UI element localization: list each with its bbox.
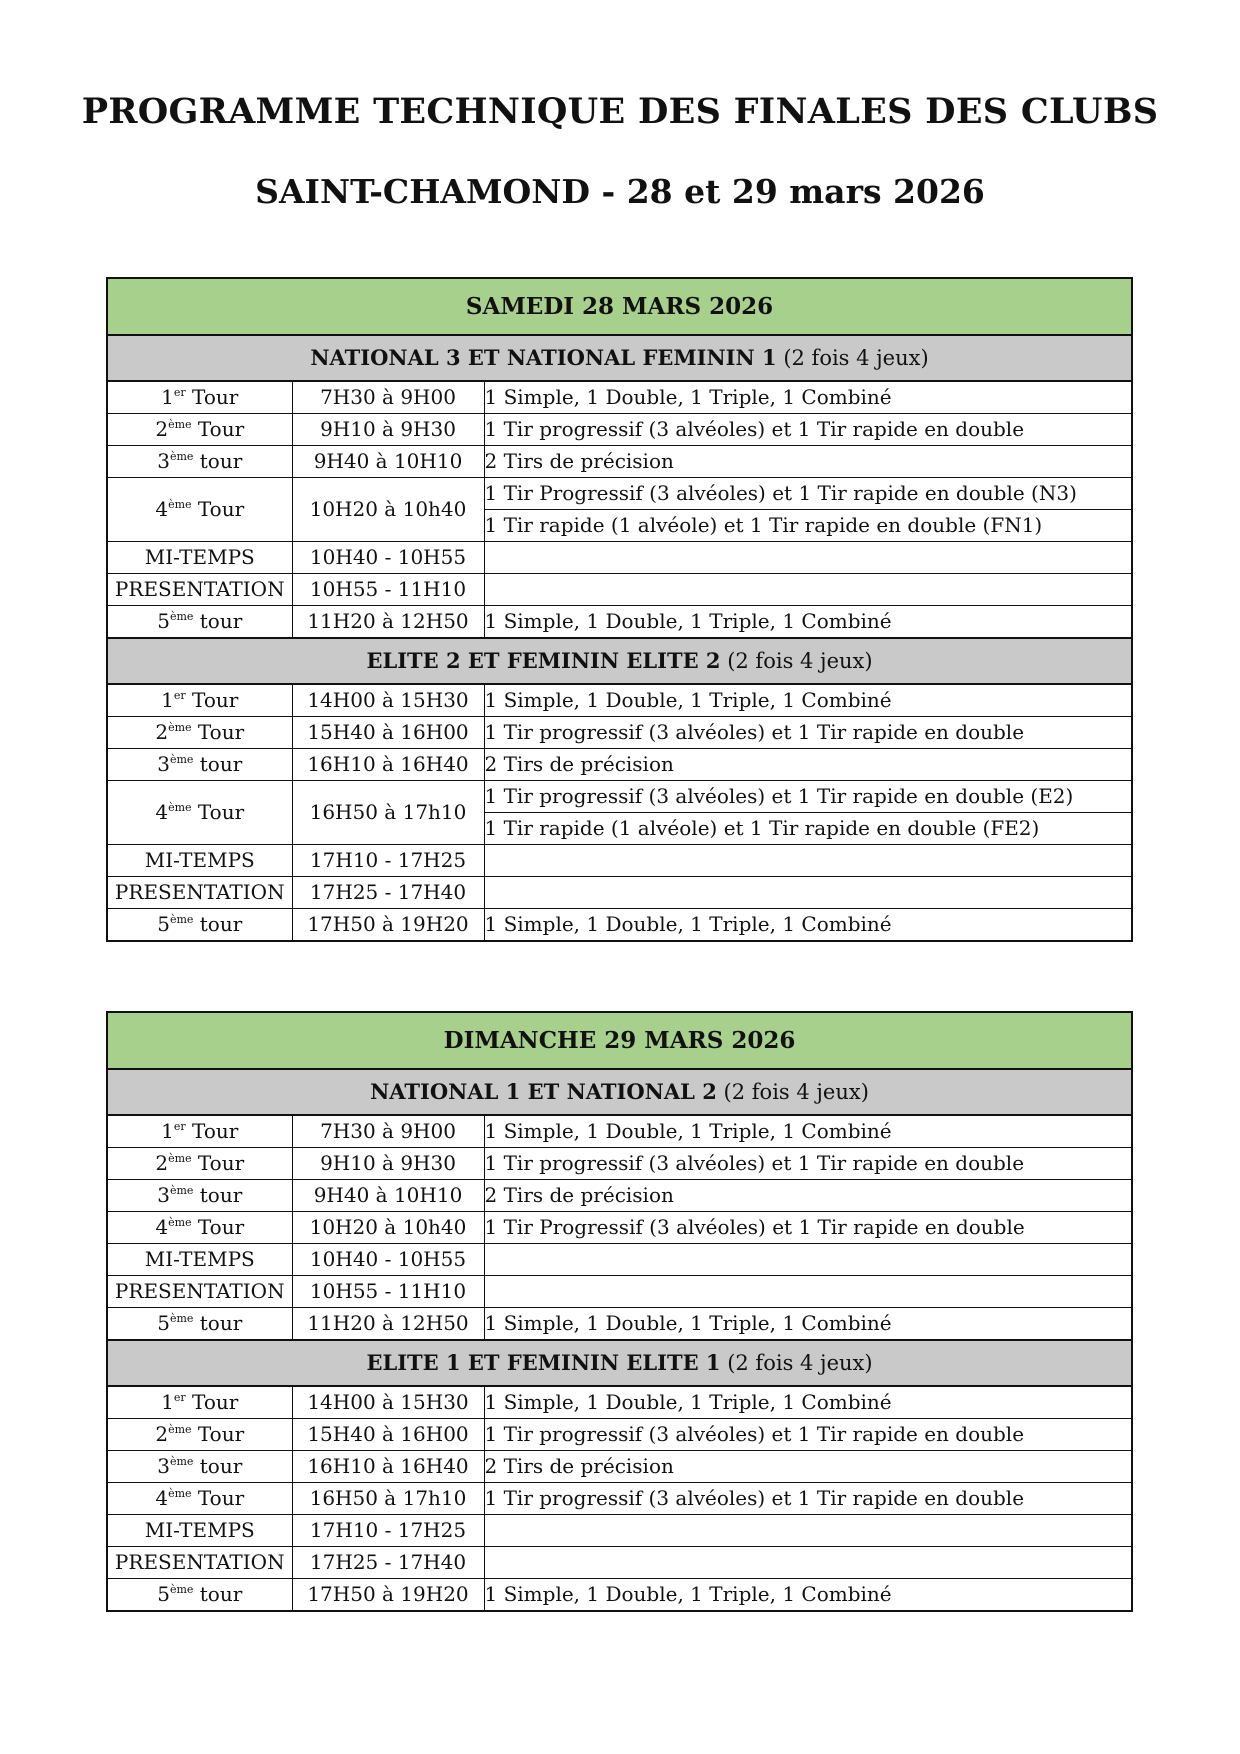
time-cell: 16H50 à 17h10 [292, 1483, 484, 1515]
round-number: 1 [161, 385, 174, 409]
round-cell [107, 684, 292, 717]
table-row [107, 1515, 1132, 1547]
round-cell [107, 1547, 292, 1579]
description-cell: 1 Simple, 1 Double, 1 Triple, 1 Combiné [484, 606, 1132, 639]
round-number: 5 [157, 912, 170, 936]
round-number: 1 [161, 688, 174, 712]
time-cell: 9H40 à 10H10 [292, 446, 484, 478]
round-word: tour [199, 1183, 243, 1207]
time-cell: 16H10 à 16H40 [292, 1451, 484, 1483]
round-ordinal: ème [168, 1423, 192, 1436]
table-row [107, 1579, 1132, 1612]
round-ordinal: ème [169, 913, 194, 926]
description-cell: 1 Tir Progressif (3 alvéoles) et 1 Tir rapide en double [484, 1212, 1132, 1244]
time-cell: 10H20 à 10h40 [292, 1212, 484, 1244]
description-cell: 1 Tir progressif (3 alvéoles) et 1 Tir rapide en double (E2) [484, 781, 1132, 813]
round-word: tour [199, 752, 243, 776]
description-cell [484, 1244, 1132, 1276]
round-word: Tour [197, 800, 245, 824]
description-cell [484, 1547, 1132, 1579]
group-header-row [107, 1340, 1132, 1386]
round-cell [107, 1483, 292, 1515]
description-cell: 1 Simple, 1 Double, 1 Triple, 1 Combiné [484, 1579, 1132, 1612]
table-row [107, 1419, 1132, 1451]
time-cell: 11H20 à 12H50 [292, 1308, 484, 1341]
round-ordinal: ème [169, 1583, 194, 1596]
table-row [107, 877, 1132, 909]
round-ordinal: er [173, 1120, 186, 1133]
table-row [107, 845, 1132, 877]
round-word: Tour [192, 1390, 239, 1414]
page-subtitle: SAINT-CHAMOND - 28 et 29 mars 2026 [255, 172, 985, 211]
time-cell: 14H00 à 15H30 [292, 1386, 484, 1419]
round-word: tour [199, 449, 243, 473]
round-number: 3 [157, 1183, 170, 1207]
table-row [107, 909, 1132, 942]
time-cell: 9H40 à 10H10 [292, 1180, 484, 1212]
time-cell: 10H40 - 10H55 [292, 1244, 484, 1276]
description-cell: 1 Tir rapide (1 alvéole) et 1 Tir rapide en double (FN1) [484, 510, 1132, 542]
round-number: 3 [157, 1454, 170, 1478]
round-ordinal: ème [169, 610, 194, 623]
table-row [107, 1244, 1132, 1276]
round-cell [107, 877, 292, 909]
round-cell [107, 909, 292, 942]
time-cell: 16H10 à 16H40 [292, 749, 484, 781]
round-ordinal: er [173, 1391, 186, 1404]
round-word: Tour [197, 1151, 245, 1175]
round-cell [107, 606, 292, 639]
round-word: Tour [197, 1486, 245, 1510]
round-word: Tour [197, 417, 245, 441]
round-number: 2 [155, 1422, 169, 1446]
table-row [107, 749, 1132, 781]
time-cell: 17H25 - 17H40 [292, 1547, 484, 1579]
round-ordinal: ème [168, 801, 192, 814]
round-cell [107, 845, 292, 877]
round-word: Tour [197, 720, 245, 744]
group-name: NATIONAL 1 ET NATIONAL 2 [370, 1079, 717, 1104]
round-cell [107, 1515, 292, 1547]
round-word: Tour [197, 1422, 245, 1446]
round-number: 5 [157, 1582, 170, 1606]
round-number: MI-TEMPS [144, 1518, 255, 1542]
table-row [107, 1483, 1132, 1515]
round-cell [107, 414, 292, 446]
day-header-row [107, 278, 1132, 335]
table-row [107, 542, 1132, 574]
round-number: 1 [161, 1390, 174, 1414]
round-number: 2 [155, 417, 169, 441]
group-header [107, 335, 1132, 381]
round-number: 1 [161, 1119, 174, 1143]
group-header-row [107, 638, 1132, 684]
round-cell [107, 1180, 292, 1212]
table-row [107, 1276, 1132, 1308]
round-ordinal: ème [169, 1184, 194, 1197]
round-word: Tour [192, 1119, 239, 1143]
group-name: ELITE 2 ET FEMININ ELITE 2 [366, 648, 721, 673]
time-cell: 15H40 à 16H00 [292, 717, 484, 749]
description-cell: 1 Simple, 1 Double, 1 Triple, 1 Combiné [484, 381, 1132, 414]
round-ordinal: er [173, 386, 186, 399]
round-word: tour [199, 1582, 243, 1606]
description-cell [484, 1276, 1132, 1308]
time-cell: 9H10 à 9H30 [292, 414, 484, 446]
round-number: 4 [155, 1486, 169, 1510]
table-row [107, 781, 1132, 813]
round-cell [107, 1308, 292, 1341]
round-cell [107, 478, 292, 542]
round-cell [107, 749, 292, 781]
round-ordinal: ème [168, 1487, 192, 1500]
table-row [107, 606, 1132, 639]
time-cell: 17H50 à 19H20 [292, 1579, 484, 1612]
time-cell: 16H50 à 17h10 [292, 781, 484, 845]
round-cell [107, 1276, 292, 1308]
round-ordinal: ème [168, 418, 192, 431]
round-number: 4 [155, 497, 169, 521]
round-ordinal: ème [168, 721, 192, 734]
round-word: tour [199, 609, 243, 633]
description-cell: 2 Tirs de précision [484, 1451, 1132, 1483]
day-header: DIMANCHE 29 MARS 2026 [107, 1012, 1132, 1069]
round-ordinal: ème [169, 1312, 194, 1325]
round-word: tour [199, 1311, 243, 1335]
table-row [107, 446, 1132, 478]
round-number: PRESENTATION [114, 1279, 285, 1303]
round-cell [107, 1244, 292, 1276]
round-number: MI-TEMPS [144, 1247, 255, 1271]
round-word: tour [199, 912, 243, 936]
group-format: (2 fois 4 jeux) [783, 346, 929, 370]
description-cell [484, 1515, 1132, 1547]
round-word: Tour [197, 1215, 245, 1239]
round-ordinal: ème [169, 753, 194, 766]
table-row [107, 381, 1132, 414]
round-number: PRESENTATION [114, 1550, 285, 1574]
round-cell [107, 781, 292, 845]
time-cell: 7H30 à 9H00 [292, 381, 484, 414]
round-cell [107, 1212, 292, 1244]
round-word: Tour [192, 688, 239, 712]
group-format: (2 fois 4 jeux) [727, 1351, 873, 1375]
description-cell: 1 Tir rapide (1 alvéole) et 1 Tir rapide en double (FE2) [484, 813, 1132, 845]
description-cell: 1 Simple, 1 Double, 1 Triple, 1 Combiné [484, 1115, 1132, 1148]
group-format: (2 fois 4 jeux) [727, 649, 873, 673]
round-cell [107, 1451, 292, 1483]
round-ordinal: ème [168, 1152, 192, 1165]
description-cell: 1 Simple, 1 Double, 1 Triple, 1 Combiné [484, 1308, 1132, 1341]
table-row [107, 1180, 1132, 1212]
group-name: NATIONAL 3 ET NATIONAL FEMININ 1 [310, 345, 777, 370]
table-row [107, 1115, 1132, 1148]
description-cell [484, 845, 1132, 877]
round-ordinal: ème [168, 1216, 192, 1229]
round-cell [107, 1115, 292, 1148]
round-cell [107, 381, 292, 414]
group-header [107, 1069, 1132, 1115]
round-cell [107, 446, 292, 478]
round-number: 5 [157, 609, 170, 633]
table-row [107, 1308, 1132, 1341]
round-cell [107, 1419, 292, 1451]
time-cell: 10H20 à 10h40 [292, 478, 484, 542]
description-cell: 2 Tirs de précision [484, 446, 1132, 478]
round-number: PRESENTATION [114, 880, 285, 904]
round-number: 3 [157, 752, 170, 776]
round-ordinal: er [173, 689, 186, 702]
round-word: tour [199, 1454, 243, 1478]
group-header [107, 638, 1132, 684]
description-cell: 1 Tir progressif (3 alvéoles) et 1 Tir rapide en double [484, 1483, 1132, 1515]
time-cell: 7H30 à 9H00 [292, 1115, 484, 1148]
group-header [107, 1340, 1132, 1386]
table-row [107, 414, 1132, 446]
description-cell: 1 Tir progressif (3 alvéoles) et 1 Tir rapide en double [484, 414, 1132, 446]
round-number: 4 [155, 800, 169, 824]
round-number: 5 [157, 1311, 170, 1335]
time-cell: 17H25 - 17H40 [292, 877, 484, 909]
description-cell [484, 542, 1132, 574]
time-cell: 10H55 - 11H10 [292, 1276, 484, 1308]
round-cell [107, 717, 292, 749]
round-cell [107, 1386, 292, 1419]
page-title: PROGRAMME TECHNIQUE DES FINALES DES CLUBS [81, 91, 1159, 132]
time-cell: 17H10 - 17H25 [292, 1515, 484, 1547]
group-format: (2 fois 4 jeux) [723, 1080, 869, 1104]
time-cell: 14H00 à 15H30 [292, 684, 484, 717]
description-cell: 1 Tir Progressif (3 alvéoles) et 1 Tir rapide en double (N3) [484, 478, 1132, 510]
table-row [107, 1212, 1132, 1244]
round-word: Tour [197, 497, 245, 521]
round-ordinal: ème [169, 450, 194, 463]
day-header: SAMEDI 28 MARS 2026 [107, 278, 1132, 335]
time-cell: 15H40 à 16H00 [292, 1419, 484, 1451]
description-cell: 1 Tir progressif (3 alvéoles) et 1 Tir rapide en double [484, 1419, 1132, 1451]
description-cell: 2 Tirs de précision [484, 1180, 1132, 1212]
table-row [107, 574, 1132, 606]
group-name: ELITE 1 ET FEMININ ELITE 1 [366, 1350, 721, 1375]
round-ordinal: ème [168, 498, 192, 511]
round-number: MI-TEMPS [144, 545, 255, 569]
table-row [107, 1451, 1132, 1483]
time-cell: 17H10 - 17H25 [292, 845, 484, 877]
table-row [107, 1547, 1132, 1579]
round-number: 4 [155, 1215, 169, 1239]
description-cell: 1 Simple, 1 Double, 1 Triple, 1 Combiné [484, 1386, 1132, 1419]
round-number: MI-TEMPS [144, 848, 255, 872]
description-cell: 1 Tir progressif (3 alvéoles) et 1 Tir rapide en double [484, 1148, 1132, 1180]
round-cell [107, 542, 292, 574]
description-cell: 1 Simple, 1 Double, 1 Triple, 1 Combiné [484, 909, 1132, 942]
description-cell [484, 574, 1132, 606]
description-cell: 1 Tir progressif (3 alvéoles) et 1 Tir rapide en double [484, 717, 1132, 749]
round-cell [107, 574, 292, 606]
round-ordinal: ème [169, 1455, 194, 1468]
round-number: 2 [155, 720, 169, 744]
time-cell: 11H20 à 12H50 [292, 606, 484, 639]
time-cell: 10H55 - 11H10 [292, 574, 484, 606]
description-cell: 1 Simple, 1 Double, 1 Triple, 1 Combiné [484, 684, 1132, 717]
round-number: 3 [157, 449, 170, 473]
time-cell: 10H40 - 10H55 [292, 542, 484, 574]
round-number: PRESENTATION [114, 577, 285, 601]
table-row [107, 478, 1132, 510]
table-row [107, 1386, 1132, 1419]
round-number: 2 [155, 1151, 169, 1175]
time-cell: 9H10 à 9H30 [292, 1148, 484, 1180]
group-spacer [717, 1080, 724, 1104]
group-header-row [107, 335, 1132, 381]
round-cell [107, 1579, 292, 1612]
table-row [107, 717, 1132, 749]
table-row [107, 684, 1132, 717]
day-header-row [107, 1012, 1132, 1069]
round-cell [107, 1148, 292, 1180]
group-header-row [107, 1069, 1132, 1115]
description-cell: 2 Tirs de précision [484, 749, 1132, 781]
round-word: Tour [192, 385, 239, 409]
description-cell [484, 877, 1132, 909]
schedule-table-saturday [106, 277, 1133, 942]
time-cell: 17H50 à 19H20 [292, 909, 484, 942]
schedule-table-sunday [106, 1011, 1133, 1612]
table-row [107, 1148, 1132, 1180]
